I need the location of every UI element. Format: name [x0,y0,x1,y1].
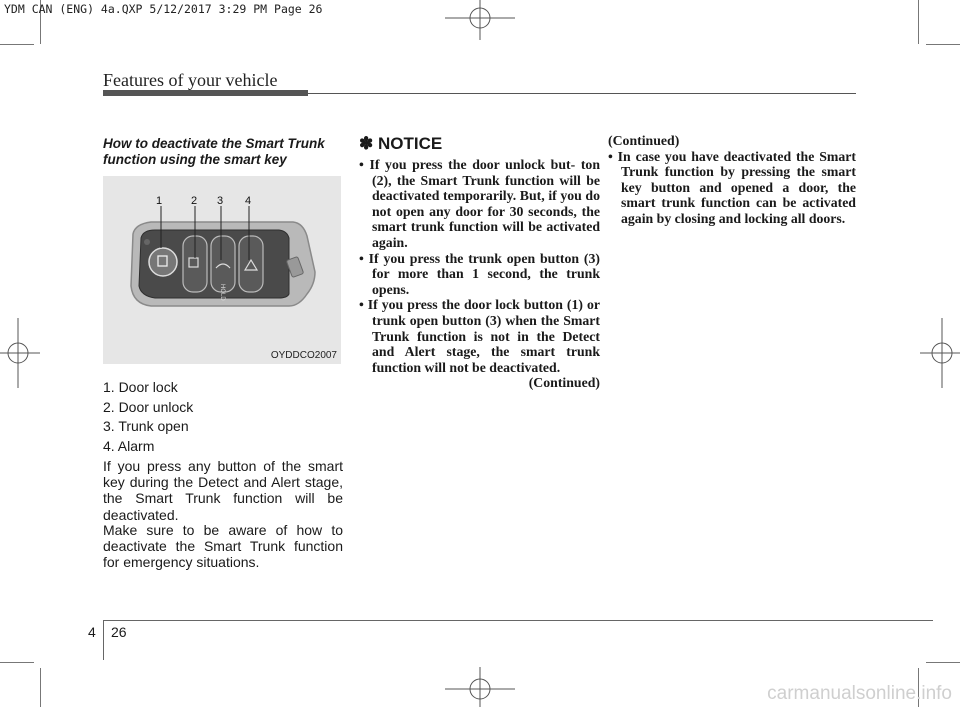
crop-mark [926,662,960,663]
footer-divider [103,620,104,660]
list-item: 3. Trunk open [103,418,189,434]
notice-bullet: • If you press the trunk open button (3) for more than 1 second, the trunk opens. [359,250,600,297]
registration-mark-right [920,318,960,388]
section-subheading: How to deactivate the Smart Trunk function using the smart key [103,136,325,167]
notice-bullet: • If you press the door lock button (1) or trunk open button (3) when the Smart Trunk function is not in the Detect and Alert stage, the smart trunk function will not be deactivated. [359,297,600,375]
body-paragraph: If you press any button of the smart key during the Detect and Alert stage, the Smart Trunk function will be deactivated. [103,458,343,523]
smart-key-figure [103,176,341,364]
header-rule-thin [308,93,856,94]
registration-mark-top [445,0,515,40]
door-lock-button [149,248,177,276]
registration-mark-bottom [445,667,515,707]
notice-bullet: • In case you have deactivated the Smart Trunk function by pressing the smart key button and opened a door, the smart trunk function can be activated again by closing and locking all doors. [608,148,856,226]
continued-label: (Continued) [528,375,600,391]
alarm-button [239,236,263,292]
button-list [103,378,343,456]
print-slug: YDM CAN (ENG) 4a.QXP 5/12/2017 3:29 PM Page 26 [4,2,323,16]
hold-label: HOLD [219,284,225,301]
callout-1: 1 [156,195,163,207]
registration-mark-left [0,318,40,388]
list-item: 2. Door unlock [103,398,194,415]
crop-mark [40,668,41,707]
notice-continued-body [608,133,856,227]
list-item: 1. Door lock [103,379,178,395]
body-paragraph: Make sure to be aware of how to deactivate the Smart Trunk function for emergency situations. [103,522,343,571]
crop-mark [918,0,919,44]
header-rule-thick [103,90,308,96]
page-header-title: Features of your vehicle [103,70,278,90]
watermark: carmanualsonline.info [767,683,952,704]
notice-body [359,157,600,391]
notice-title: ✽ NOTICE [359,134,443,153]
list-item: 4. Alarm [103,437,155,454]
notice-bullet: • If you press the door unlock but- ton (2), the Smart Trunk function will be deactivated temporarily. But, if you do not open any door for 30 seconds, the smart trunk function will be activated again. [359,157,600,250]
crop-mark [0,662,34,663]
footer-rule [103,620,933,621]
continued-label: (Continued) [608,133,680,148]
figure-code: OYDDCO2007 [270,350,337,361]
callout-4: 4 [245,195,252,207]
section-number: 4 [88,624,96,640]
crop-mark [926,44,960,45]
crop-mark [0,44,34,45]
callout-2: 2 [191,195,198,207]
page-number: 26 [111,624,127,640]
callout-3: 3 [217,195,224,207]
smart-key-illustration [103,176,341,364]
